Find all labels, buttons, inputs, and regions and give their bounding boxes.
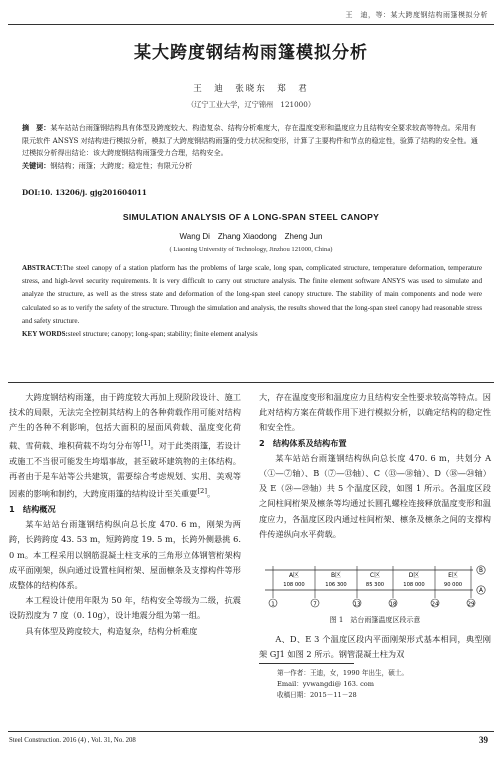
- zone-label: E区: [448, 572, 458, 579]
- axis-number: 7: [313, 601, 317, 608]
- abstract-cn: [22, 122, 482, 172]
- keywords-cn-text: 钢结构；雨篷；大跨度；稳定性；有限元分析: [50, 160, 193, 170]
- footnote-author: 第一作者：王迪，女，1990 年出生，硕士。: [277, 669, 408, 677]
- keywords-en: [22, 328, 482, 341]
- body-paragraph: 某车站站台雨篷钢结构纵向总长度 470. 6 m，刚架为两跨，长跨跨度 43. 53 m，短跨跨度 19. 5 m，长跨外侧悬挑 6. 0 m。本工程采用以钢筋混凝土柱支承的三角形立体钢管桁架构成平面刚架，纵向通过设置柱间桁架、屋面檩条及支撑构件等形成整体的结构体系。: [9, 519, 241, 590]
- abstract-en-label: ABSTRACT:: [22, 264, 63, 272]
- axis-number: 18: [389, 601, 397, 608]
- zone-label: C区: [369, 572, 381, 579]
- keywords-cn-label: 关键词：: [22, 160, 51, 170]
- abstract-en: [22, 262, 482, 341]
- zone-label: D区: [408, 572, 420, 579]
- body-paragraph: 具有体型及跨度较大，构造复杂，结构分析难度: [25, 625, 198, 636]
- zone-dimension: 85 300: [365, 582, 385, 588]
- abstract-cn-label: 摘 要：: [22, 123, 51, 132]
- row-label: A: [479, 588, 483, 595]
- journal-citation: Steel Construction. 2016 (4) , Vol. 31, No. 208: [9, 737, 136, 744]
- zone-dimension: 108 000: [283, 582, 305, 588]
- zone-label: A区: [288, 572, 300, 579]
- running-head: 王 迪，等：某大跨度钢结构雨篷模拟分析: [345, 11, 488, 19]
- body-right-column: [259, 390, 491, 542]
- author-list: 王 迪 张晓东 郑 君: [193, 84, 309, 94]
- abstract-cn-body: [22, 122, 482, 160]
- keywords-en-text: steel structure; canopy; long-span; stability; finite element analysis: [67, 330, 258, 339]
- intro-paragraph: 大跨度钢结构雨篷，由于跨度较大再加上现阶段设计、施工技术的局限，无法完全控制其结构上的各种荷载作用可能对结构产生的各种不利影响，包括大面积的屋面风荷载、温度变化荷载、雪荷载、堆积荷载不均匀分布等[1]。对于此类雨篷，若设计或施工不当很可能发生垮塌事故，甚至破坏建筑物的主体结构。再者由于是车站等公共建筑，需要综合考虑规划、实用、美观等因素的影响和制约，大跨度雨篷的结构设计至关重要[2]。: [9, 392, 241, 499]
- paper-title: 某大跨度钢结构雨篷模拟分析: [134, 43, 368, 63]
- abstract-en-body: [22, 262, 482, 328]
- abstract-rule: [8, 382, 494, 383]
- abstract-en-text: The steel canopy of a station platform has the problems of large scale, long span, complicated structure, temperature deformation, temperature stress, and high-level security requirements. It is very difficult to carry out structure analysis. The finite element software ANSYS was used to simulate and analyze the structure, as well as the stress state and deformation of the long-span steel canopy structure. The stability of main components and node were calculated so as to verify the safety of the structure. Through the simulation and analysis, the results showed that the long-span steel canopy had reasonable stress and safety structure.: [22, 264, 482, 325]
- footnote: [277, 668, 408, 700]
- zone-dimension: 108 000: [403, 582, 425, 588]
- body-left-column: [9, 390, 241, 639]
- row-markers: [477, 566, 485, 594]
- axis-number: 29: [467, 601, 475, 608]
- header-rule: [8, 24, 494, 25]
- citation: [2]: [197, 486, 208, 495]
- body-paragraph: A、D、E 3 个温度区段内平面刚架形式基本相同，典型刚架 GJ1 如图 2 所示。钢管混凝土柱为双: [259, 634, 491, 660]
- zone-dimension: 106 300: [325, 582, 347, 588]
- axis-number: 13: [353, 601, 361, 608]
- keywords-cn: [22, 160, 482, 173]
- figure-caption: 图 1 站台雨篷温度区段示意: [329, 616, 421, 624]
- english-title: SIMULATION ANALYSIS OF A LONG-SPAN STEEL CANOPY: [122, 212, 380, 222]
- english-affiliation: ( Liaoning University of Technology, Jinzhou 121000, China): [169, 246, 333, 253]
- body-paragraph: 大，存在温度变形和温度应力且结构安全性要求较高等特点。因此对结构方案在荷载作用下进行模拟分析，以确定结构的稳定性和安全性。: [259, 392, 491, 433]
- doi: DOI:10. 13206/j. gjg201604011: [22, 188, 147, 197]
- footnote-received: 收稿日期：2015－11－28: [277, 690, 357, 699]
- axis-number: 1: [271, 601, 275, 608]
- body-paragraph: 本工程设计使用年限为 50 年，结构安全等级为二级，抗震设防烈度为 7 度（0. 10g），设计地震分组为第一组。: [9, 595, 241, 621]
- section-heading: 1 结构概况: [9, 503, 56, 514]
- page-number: 39: [479, 735, 488, 745]
- footer-rule: [8, 731, 494, 732]
- english-authors: Wang Di Zhang Xiaodong Zheng Jun: [179, 232, 323, 241]
- keywords-en-label: KEY WORDS:: [22, 330, 68, 339]
- footnote-rule: [259, 663, 354, 664]
- citation: [1]: [140, 438, 151, 447]
- row-label: B: [479, 568, 483, 575]
- zone-label: B区: [330, 572, 342, 579]
- abstract-cn-text: 某车站站台雨篷钢结构具有体型及跨度较大、构造复杂、结构分析难度大，存在温度变形和温度应力且结构安全要求较高等特点。采用有限元软件 ANSYS 对结构进行模拟分析，模拟了大跨度钢结构雨篷的受力状况和变形，计算了主要构件和节点的稳定性，验算了结构的安全性。通过模拟分析得出结论：该大跨度钢结构雨篷受力合理，结构安全。: [22, 123, 478, 157]
- footnote-email: Email：yvwangdi@ 163. com: [277, 679, 375, 688]
- figure-temperature-zones: [259, 560, 499, 610]
- axis-number: 24: [431, 601, 439, 608]
- body-paragraph: 某车站站台雨篷钢结构纵向总长度 470. 6 m，共划分 A（①—⑦轴）、B（⑦—⑬轴）、C（⑬—⑱轴）、D（⑱—㉔轴）及 E（㉔—㉙轴）共 5 个温度区段，如图 1 所示。各温度区段之间柱间桁架及檩条等均通过长圆孔螺栓连接释放温度变形和温度应力，各温度区段内通过柱间桁架、檩条及檩条之间的支撑构件传递纵向水平荷载。: [259, 452, 491, 539]
- affiliation: （辽宁工业大学，辽宁锦州 121000）: [186, 100, 316, 109]
- section-heading: 2 结构体系及结构布置: [259, 437, 347, 448]
- body-right-column-continued: [259, 632, 491, 662]
- zone-dimension: 90 000: [443, 582, 463, 588]
